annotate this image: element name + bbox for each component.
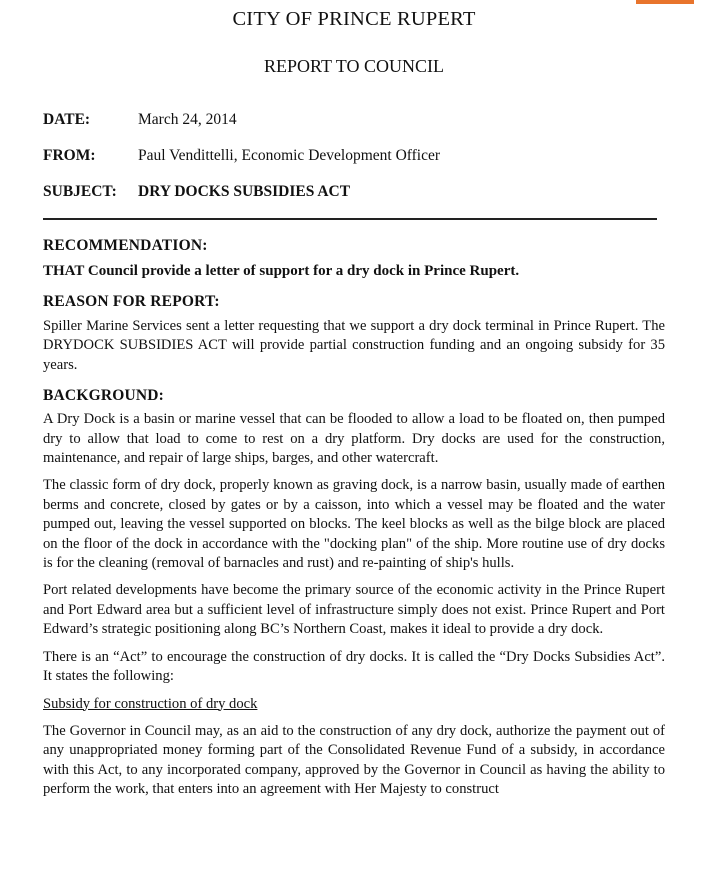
recommendation-text: THAT Council provide a letter of support for a dry dock in Prince Rupert. bbox=[43, 263, 520, 279]
date-row bbox=[43, 110, 665, 130]
report-title: REPORT TO COUNCIL bbox=[264, 56, 444, 76]
city-title: CITY OF PRINCE RUPERT bbox=[232, 8, 476, 30]
subject-row bbox=[43, 182, 665, 202]
subsection-text: The Governor in Council may, as an aid to the construction of any dry dock, authorize the payment out of any unappropriated money forming part of the Consolidated Revenue Fund of a subsidy, in accordance with this Act, to any incorporated company, approved by the Governor in Council as having the ability to perform the work, that enters into an agreement with Her Majesty to construct bbox=[43, 722, 665, 798]
recommendation-heading: RECOMMENDATION: bbox=[43, 237, 208, 254]
from-label: FROM: bbox=[43, 147, 96, 164]
subject-label: SUBJECT: bbox=[43, 183, 117, 200]
background-heading: BACKGROUND: bbox=[43, 387, 165, 405]
reason-text: Spiller Marine Services sent a letter requesting that we support a dry dock terminal in Prince Rupert. The DRYDOCK SUBSIDIES ACT will provide partial construction funding and an ongoing subsidy for 35 years. bbox=[43, 318, 665, 373]
background-paragraph-1: A Dry Dock is a basin or marine vessel that can be flooded to allow a load to be floated on, then pumped dry to allow that load to come to rest on a dry platform. Dry docks are used for the construction, maintenance, and repair of large ships, barges, and other watercraft. bbox=[43, 411, 665, 467]
background-paragraph-2: The classic form of dry dock, properly known as graving dock, is a narrow basin, usually made of earthen berms and concrete, closed by gates or by a caisson, into which a vessel may be floated and the water pumped out, leaving the vessel supported on blocks. The keel blocks as well as the bilge block are placed on the floor of the dock in accordance with the "docking plan" of the ship. More routine use of dry docks is for the cleaning (removal of barnacles and rust) and re-painting of ship's hulls. bbox=[43, 477, 665, 572]
subsection-title: Subsidy for construction of dry dock bbox=[43, 695, 258, 712]
background-paragraph-4: There is an “Act” to encourage the construction of dry docks. It is called the “Dry Docks Subsidies Act”. It states the following: bbox=[43, 648, 665, 685]
report-page bbox=[43, 0, 665, 800]
subject-value: DRY DOCKS SUBSIDIES ACT bbox=[138, 183, 351, 200]
date-value: March 24, 2014 bbox=[138, 111, 237, 128]
from-value: Paul Vendittelli, Economic Development Officer bbox=[138, 147, 441, 164]
header-divider bbox=[43, 218, 657, 220]
background-paragraph-3: Port related developments have become the primary source of the economic activity in the Prince Rupert and Port Edward area but a sufficient level of infrastructure simply does not exist. Prince Rupert and Port Edward’s strategic positioning along BC’s Northern Coast, makes it ideal to provide a dry dock. bbox=[43, 582, 665, 638]
reason-heading: REASON FOR REPORT: bbox=[43, 293, 220, 310]
date-label: DATE: bbox=[43, 111, 91, 128]
from-row bbox=[43, 146, 665, 166]
